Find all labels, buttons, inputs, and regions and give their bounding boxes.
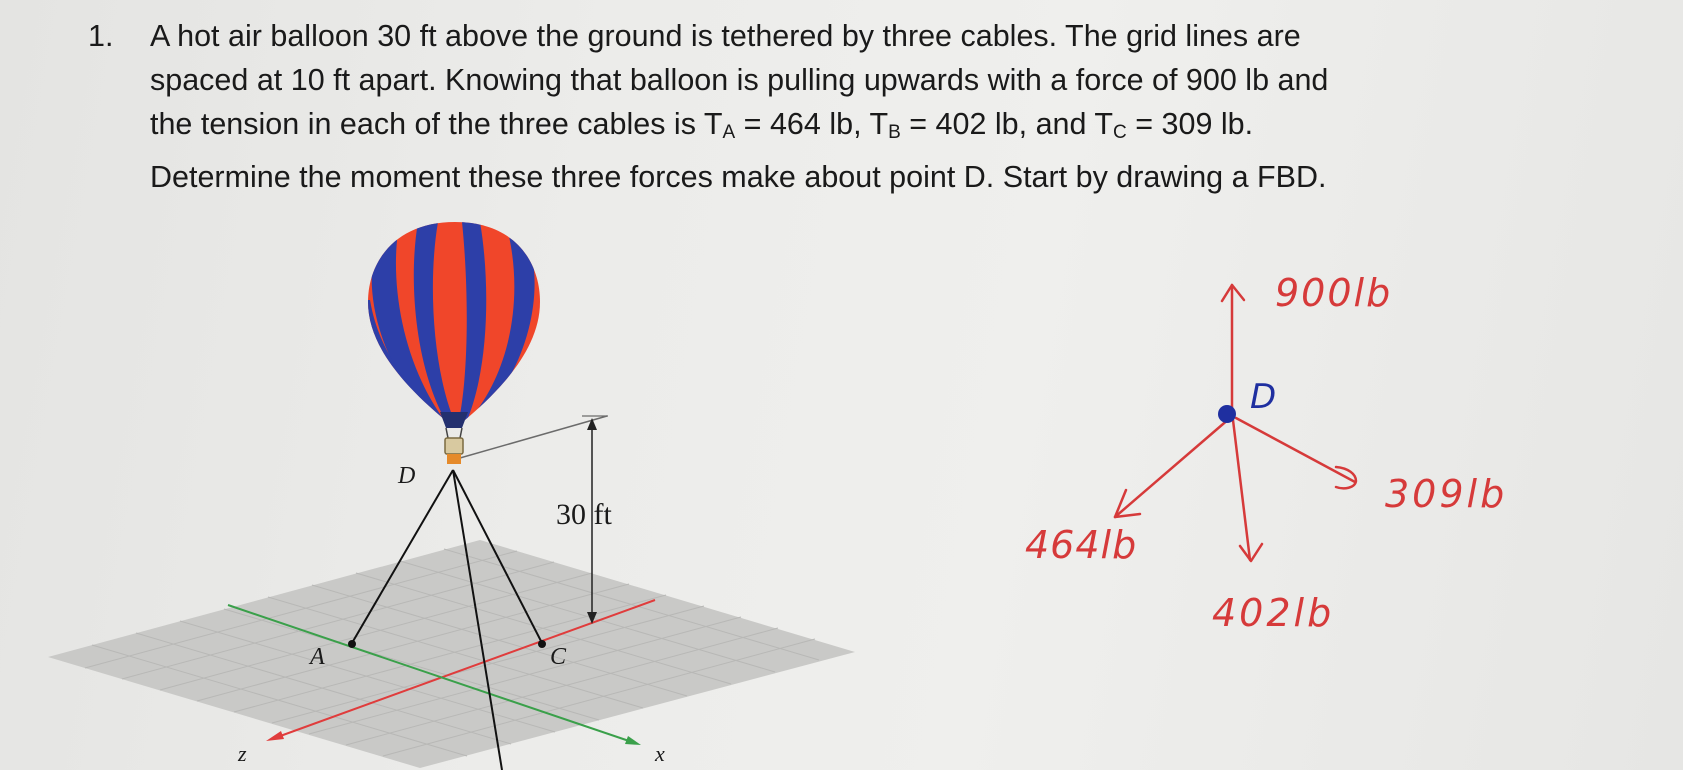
fbd-arrow-C	[1236, 418, 1355, 482]
fbd-arrow-A	[1115, 418, 1230, 517]
line3-part-b: = 464 lb, T	[735, 107, 889, 141]
fbd-point-D	[1218, 405, 1236, 423]
label-C: C	[550, 644, 567, 670]
fbd-label-D: D	[1250, 377, 1277, 417]
label-A: A	[310, 644, 325, 670]
subscript-b: B	[888, 122, 901, 143]
subscript-a: A	[722, 122, 736, 143]
problem-number: 1.	[88, 19, 114, 53]
x-axis-arrowhead	[625, 736, 641, 745]
free-body-diagram	[1115, 285, 1356, 561]
label-z-axis: z	[238, 741, 247, 766]
ground-plane	[48, 540, 855, 768]
line3-part-c: = 402 lb, and T	[900, 107, 1114, 141]
hot-air-balloon	[360, 215, 550, 464]
point-C-dot	[538, 640, 546, 648]
fbd-label-force-C: 309lb	[1385, 472, 1508, 516]
line3-part-a: the tension in each of the three cables is T	[150, 107, 723, 141]
label-height: 30 ft	[556, 498, 612, 531]
fbd-label-force-A: 464lb	[1025, 523, 1138, 567]
fbd-label-up-force: 900lb	[1275, 271, 1393, 315]
subscript-c: C	[1113, 122, 1127, 143]
point-A-dot	[348, 640, 356, 648]
label-x-axis: x	[655, 741, 665, 766]
line3-part-d: = 309 lb.	[1126, 107, 1254, 141]
fbd-arrow-B	[1233, 420, 1250, 560]
problem-line-4: Determine the moment these three forces make about point D. Start by drawing a FBD.	[150, 160, 1327, 194]
fbd-label-force-B: 402lb	[1212, 591, 1335, 635]
balloon-basket	[445, 438, 463, 454]
problem-line-2: spaced at 10 ft apart. Knowing that balloon is pulling upwards with a force of 900 lb and	[150, 63, 1329, 97]
z-axis-arrowhead	[266, 731, 284, 741]
problem-line-1: A hot air balloon 30 ft above the ground is tethered by three cables. The grid lines are	[150, 19, 1301, 53]
fbd-labels	[1025, 271, 1507, 635]
label-D: D	[398, 463, 416, 489]
